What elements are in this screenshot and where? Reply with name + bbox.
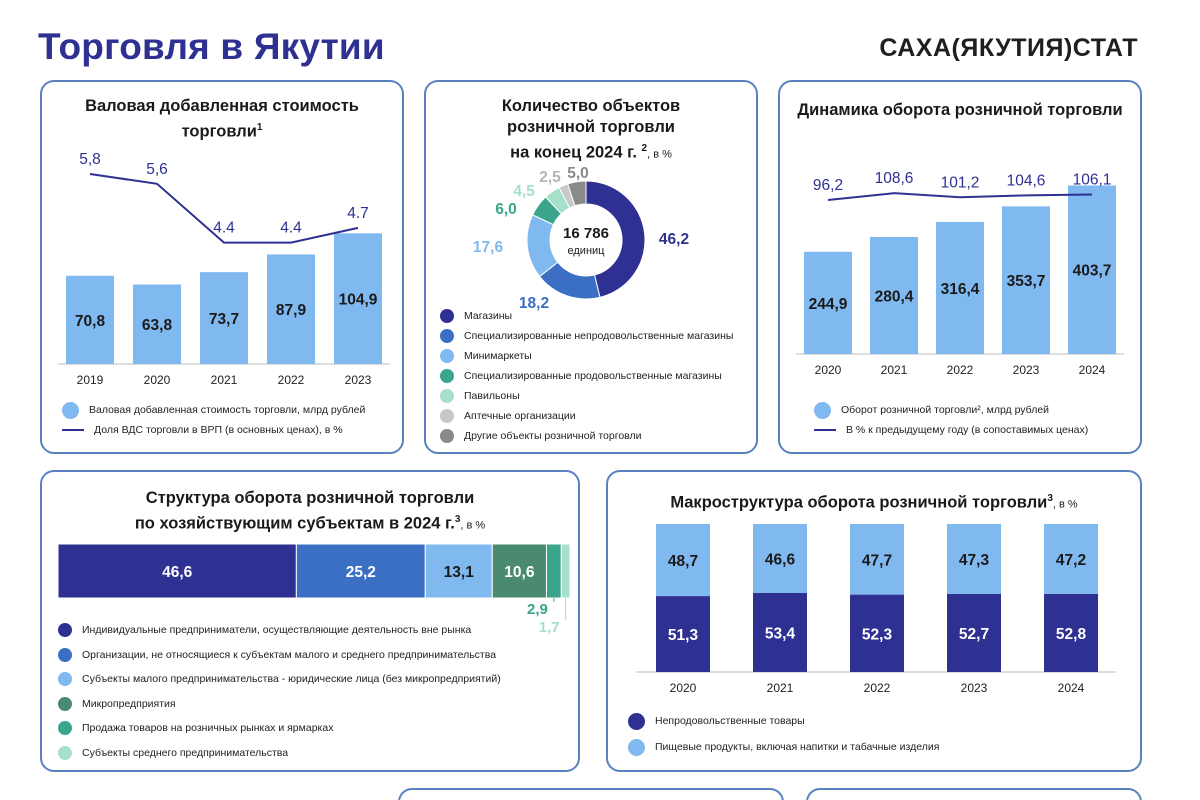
legend-item xyxy=(58,667,501,692)
x-tick-label: 2021 xyxy=(766,681,794,695)
legend-label: Субъекты среднего предпринимательства xyxy=(82,746,289,759)
legend-label: Индивидуальные предприниматели, осуществляющие деятельность вне рынка xyxy=(82,624,472,636)
bar-value-label: 244,9 xyxy=(808,295,848,313)
x-tick-label: 2020 xyxy=(814,363,842,377)
bar-value-label: 280,4 xyxy=(874,288,914,306)
legend-label: Валовая добавленная стоимость торговли, млрд рублей xyxy=(89,404,366,416)
legend-swatch xyxy=(440,309,454,323)
line-value-label: 108,6 xyxy=(874,170,914,188)
legend-swatch xyxy=(440,349,454,363)
legend-item xyxy=(440,426,733,446)
macro-title-sup: 3 xyxy=(1047,493,1053,504)
legend-swatch xyxy=(58,697,72,711)
turnover-chart xyxy=(780,82,1142,454)
legend-item xyxy=(440,326,733,346)
x-tick-label: 2021 xyxy=(210,373,238,387)
structure-card xyxy=(40,470,580,772)
objects-title-line3: на конец 2024 г. xyxy=(510,143,637,162)
x-tick-label: 2024 xyxy=(1078,363,1106,377)
legend-label: Доля ВДС торговли в ВРП (в основных ценах), в % xyxy=(94,424,343,436)
gva-title-sup: 1 xyxy=(256,122,263,133)
bar-value-label: 53,4 xyxy=(764,625,796,643)
x-tick-label: 2024 xyxy=(1057,681,1085,695)
macro-legend xyxy=(628,708,939,760)
legend-item xyxy=(58,618,501,643)
bar-value-label: 47,3 xyxy=(958,552,990,570)
x-tick-label: 2019 xyxy=(76,373,104,387)
legend-label: Специализированные продовольственные магазины xyxy=(464,370,722,382)
bar-value-label: 63,8 xyxy=(141,317,173,335)
segment-value-label: 2,9 xyxy=(527,601,548,618)
gva-legend xyxy=(62,400,365,440)
segment-value-label: 13,1 xyxy=(443,564,474,581)
objects-card xyxy=(424,80,758,454)
slice-value-label: 5,0 xyxy=(567,165,589,182)
bar-value-label: 51,3 xyxy=(667,627,699,645)
objects-legend xyxy=(440,306,733,446)
line-value-label: 104,6 xyxy=(1006,172,1046,190)
gva-card xyxy=(40,80,404,454)
donut-center-label: единиц xyxy=(567,245,605,257)
legend-swatch xyxy=(814,402,831,419)
legend-line-swatch xyxy=(62,429,84,431)
macro-title-unit: , в % xyxy=(1052,498,1078,511)
line-value-label: 4.4 xyxy=(213,219,235,237)
legend-item xyxy=(440,306,733,326)
bar-value-label: 73,7 xyxy=(208,311,240,329)
line-value-label: 5,8 xyxy=(79,151,101,168)
gva-chart xyxy=(42,82,404,454)
bottom-card-partial xyxy=(398,788,784,800)
legend-swatch xyxy=(58,648,72,662)
structure-legend xyxy=(58,618,501,765)
legend-label: Павильоны xyxy=(464,390,520,402)
legend-label: Организации, не относящиеся к субъектам малого и среднего предпринимательства xyxy=(82,648,497,661)
slice-value-label: 17,6 xyxy=(472,239,504,256)
bar-value-label: 52,7 xyxy=(958,626,990,644)
legend-label: Другие объекты розничной торговли xyxy=(464,430,642,442)
line-value-label: 4.7 xyxy=(347,204,369,222)
legend-item xyxy=(814,400,1088,420)
legend-swatch xyxy=(440,369,454,383)
legend-item xyxy=(58,643,501,668)
x-tick-label: 2023 xyxy=(344,373,372,387)
bar-value-label: 46,6 xyxy=(764,551,796,569)
stacked-segment xyxy=(561,544,570,598)
line-value-label: 101,2 xyxy=(940,174,980,192)
legend-swatch xyxy=(440,329,454,343)
legend-swatch xyxy=(58,721,72,735)
legend-label: Оборот розничной торговли², млрд рублей xyxy=(841,404,1050,416)
bar-value-label: 87,9 xyxy=(275,302,307,320)
slice-value-label: 6,0 xyxy=(495,201,517,218)
legend-label: Минимаркеты xyxy=(464,350,532,362)
legend-item xyxy=(58,741,501,766)
structure-title-line2: по хозяйствующим субъектам в 2024 г. xyxy=(134,514,455,533)
legend-swatch xyxy=(58,672,72,686)
x-tick-label: 2022 xyxy=(946,363,974,377)
legend-item xyxy=(628,734,939,760)
slice-value-label: 18,2 xyxy=(518,295,550,312)
slice-value-label: 46,2 xyxy=(658,231,690,248)
legend-swatch xyxy=(58,746,72,760)
x-tick-label: 2023 xyxy=(960,681,988,695)
turnover-card xyxy=(778,80,1142,454)
x-tick-label: 2023 xyxy=(1012,363,1040,377)
legend-item xyxy=(58,692,501,717)
legend-item xyxy=(440,346,733,366)
legend-swatch xyxy=(628,739,645,756)
line-series xyxy=(828,193,1092,200)
legend-item xyxy=(62,400,365,420)
segment-value-label: 46,6 xyxy=(162,564,193,581)
legend-swatch xyxy=(440,389,454,403)
legend-item xyxy=(628,708,939,734)
legend-label: Специализированные непродовольственные магазины xyxy=(464,330,734,342)
bar-value-label: 316,4 xyxy=(940,280,980,298)
objects-title-sup: 2 xyxy=(641,143,648,154)
legend-label: Субъекты малого предпринимательства - юридические лица (без микропредприятий) xyxy=(82,673,501,685)
x-tick-label: 2022 xyxy=(277,373,305,387)
turnover-title-text: Динамика оборота розничной торговли xyxy=(797,101,1123,119)
bar-value-label: 104,9 xyxy=(338,291,378,309)
legend-label: В % к предыдущему году (в сопоставимых ценах) xyxy=(846,424,1089,436)
structure-title-sup: 3 xyxy=(454,514,461,525)
bar-value-label: 52,3 xyxy=(861,626,893,644)
legend-item xyxy=(440,366,733,386)
line-value-label: 4.4 xyxy=(280,219,302,237)
bottom-card-partial xyxy=(806,788,1142,800)
slice-value-label: 4,5 xyxy=(513,183,535,200)
legend-label: Микропредприятия xyxy=(82,697,176,710)
legend-swatch xyxy=(62,402,79,419)
bar-value-label: 47,2 xyxy=(1055,551,1087,569)
structure-title-line1: Структура оборота розничной торговли xyxy=(145,489,475,507)
macro-title-text: Макроструктура оборота розничной торговли xyxy=(670,493,1048,512)
line-value-label: 5,6 xyxy=(146,160,168,178)
slice-value-label: 2,5 xyxy=(539,169,561,186)
legend-item xyxy=(440,406,733,426)
page-title: Торговля в Якутии xyxy=(38,26,385,67)
bar-value-label: 353,7 xyxy=(1006,273,1046,291)
legend-item xyxy=(814,420,1088,440)
legend-swatch xyxy=(440,409,454,423)
gva-title-text: Валовая добавленная стоимость торговли xyxy=(85,97,359,141)
turnover-legend xyxy=(814,400,1088,440)
legend-label: Продажа товаров на розничных рынках и ярмарках xyxy=(82,722,334,734)
line-value-label: 106,1 xyxy=(1072,171,1112,189)
bar-value-label: 48,7 xyxy=(667,553,699,571)
x-tick-label: 2022 xyxy=(863,681,891,695)
legend-swatch xyxy=(628,713,645,730)
legend-label: Пищевые продукты, включая напитки и табачные изделия xyxy=(655,741,940,753)
macro-card xyxy=(606,470,1142,772)
bar-value-label: 47,7 xyxy=(861,552,893,570)
legend-label: Магазины xyxy=(464,310,513,322)
segment-value-label: 10,6 xyxy=(504,564,535,581)
segment-value-label: 25,2 xyxy=(345,564,376,581)
bar-value-label: 403,7 xyxy=(1072,262,1112,280)
objects-title-line2: розничной торговли xyxy=(507,118,675,136)
legend-label: Аптечные организации xyxy=(464,410,576,422)
bar-value-label: 70,8 xyxy=(74,312,106,330)
donut-center-value: 16 786 xyxy=(563,225,609,242)
objects-title-line1: Количество объектов xyxy=(501,97,681,115)
brand-logo-text: САХА(ЯКУТИЯ)СТАТ xyxy=(879,34,1138,62)
x-tick-label: 2020 xyxy=(669,681,697,695)
line-value-label: 96,2 xyxy=(812,177,844,194)
legend-swatch xyxy=(440,429,454,443)
objects-title-unit: , в % xyxy=(647,148,672,161)
segment-value-label: 1,7 xyxy=(538,619,560,636)
x-tick-label: 2020 xyxy=(143,373,171,387)
structure-title-unit: , в % xyxy=(460,519,486,532)
stacked-segment xyxy=(546,544,561,598)
x-tick-label: 2021 xyxy=(880,363,908,377)
legend-item xyxy=(440,386,733,406)
legend-item xyxy=(62,420,365,440)
legend-swatch xyxy=(58,623,72,637)
legend-item xyxy=(58,716,501,741)
legend-line-swatch xyxy=(814,429,836,431)
legend-label: Непродовольственные товары xyxy=(655,715,805,727)
bar-value-label: 52,8 xyxy=(1055,625,1087,643)
